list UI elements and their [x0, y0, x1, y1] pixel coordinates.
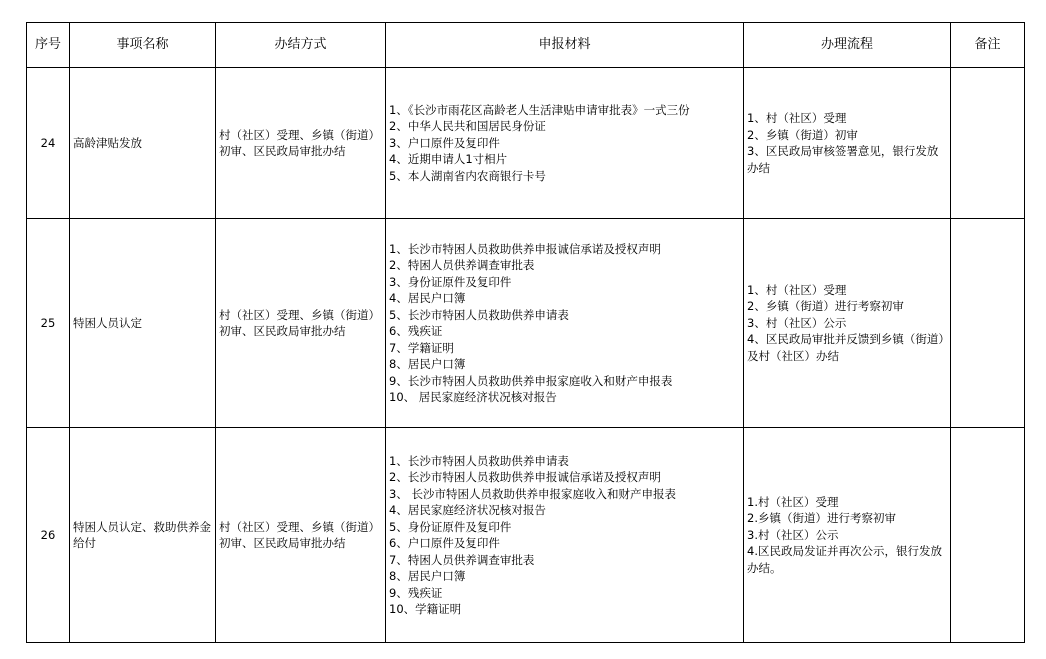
material-item: 2、中华人民共和国居民身份证 — [389, 119, 546, 134]
cell-method: 村（社区）受理、乡镇（街道）初审、区民政局审批办结 — [216, 219, 386, 428]
table-row — [27, 428, 1025, 643]
cell-method: 村（社区）受理、乡镇（街道）初审、区民政局审批办结 — [216, 428, 386, 643]
cell-materials — [386, 219, 744, 428]
cell-materials — [386, 68, 744, 219]
cell-name: 高龄津贴发放 — [70, 68, 216, 219]
process-step: 1、村（社区）受理 — [747, 282, 847, 297]
material-item: 6、残疾证 — [389, 324, 443, 338]
header-process: 办理流程 — [744, 23, 951, 68]
header-materials: 申报材料 — [386, 23, 744, 68]
cell-process — [744, 219, 951, 428]
material-item: 3、身份证原件及复印件 — [389, 274, 512, 289]
material-item: 4、近期申请人1寸相片 — [389, 152, 508, 167]
material-item: 1、长沙市特困人员救助供养申请表 — [389, 453, 569, 468]
material-item: 10、 居民家庭经济状况核对报告 — [389, 390, 557, 404]
process-step: 3.村（社区）公示 — [747, 527, 839, 542]
process-step: 3、区民政局审核签署意见，银行发放办结 — [747, 144, 939, 175]
table-row — [27, 68, 1025, 219]
process-step: 2、乡镇（街道）初审 — [747, 127, 858, 142]
cell-remark — [951, 428, 1025, 643]
cell-name: 特困人员认定 — [70, 219, 216, 428]
table-row — [27, 219, 1025, 428]
process-step: 2、乡镇（街道）进行考察初审 — [747, 299, 904, 314]
material-item: 4、居民家庭经济状况核对报告 — [389, 503, 546, 517]
material-item: 5、身份证原件及复印件 — [389, 519, 512, 534]
material-item: 10、学籍证明 — [389, 602, 462, 616]
material-item: 7、学籍证明 — [389, 340, 454, 355]
material-item: 7、特困人员供养调查审批表 — [389, 552, 535, 567]
material-item: 3、户口原件及复印件 — [389, 135, 500, 150]
cell-process — [744, 68, 951, 219]
material-item: 2、特困人员供养调查审批表 — [389, 258, 535, 272]
material-item: 1、长沙市特困人员救助供养申报诚信承诺及授权声明 — [389, 241, 661, 256]
process-step: 3、村（社区）公示 — [747, 315, 847, 330]
process-step: 4.区民政局发证并再次公示，银行发放办结。 — [747, 544, 942, 575]
header-no: 序号 — [27, 23, 70, 68]
material-item: 5、本人湖南省内农商银行卡号 — [389, 168, 546, 183]
cell-no: 25 — [27, 219, 70, 428]
cell-no: 26 — [27, 428, 70, 643]
material-item: 8、居民户口簿 — [389, 357, 466, 371]
header-method: 办结方式 — [216, 23, 386, 68]
material-item: 3、 长沙市特困人员救助供养申报家庭收入和财产申报表 — [389, 486, 676, 501]
cell-materials — [386, 428, 744, 643]
process-step: 1、村（社区）受理 — [747, 111, 847, 125]
cell-remark — [951, 219, 1025, 428]
services-table — [26, 22, 1025, 643]
process-step: 1.村（社区）受理 — [747, 494, 839, 509]
material-item: 1、《长沙市雨花区高龄老人生活津贴申请审批表》一式三份 — [389, 102, 690, 117]
cell-process — [744, 428, 951, 643]
cell-no: 24 — [27, 68, 70, 219]
material-item: 6、户口原件及复印件 — [389, 536, 500, 550]
cell-name: 特困人员认定、救助供养金给付 — [70, 428, 216, 643]
header-row — [27, 23, 1025, 68]
material-item: 9、长沙市特困人员救助供养申报家庭收入和财产申报表 — [389, 373, 673, 388]
cell-method: 村（社区）受理、乡镇（街道）初审、区民政局审批办结 — [216, 68, 386, 219]
process-step: 4、区民政局审批并反馈到乡镇（街道）及村（社区）办结 — [747, 332, 945, 363]
material-item: 8、居民户口簿 — [389, 569, 466, 583]
header-name: 事项名称 — [70, 23, 216, 68]
material-item: 2、长沙市特困人员救助供养申报诚信承诺及授权声明 — [389, 470, 661, 484]
material-item: 5、长沙市特困人员救助供养申请表 — [389, 307, 569, 322]
cell-remark — [951, 68, 1025, 219]
material-item: 9、残疾证 — [389, 585, 443, 600]
process-step: 2.乡镇（街道）进行考察初审 — [747, 511, 896, 526]
header-remark: 备注 — [951, 23, 1025, 68]
material-item: 4、居民户口簿 — [389, 291, 466, 305]
